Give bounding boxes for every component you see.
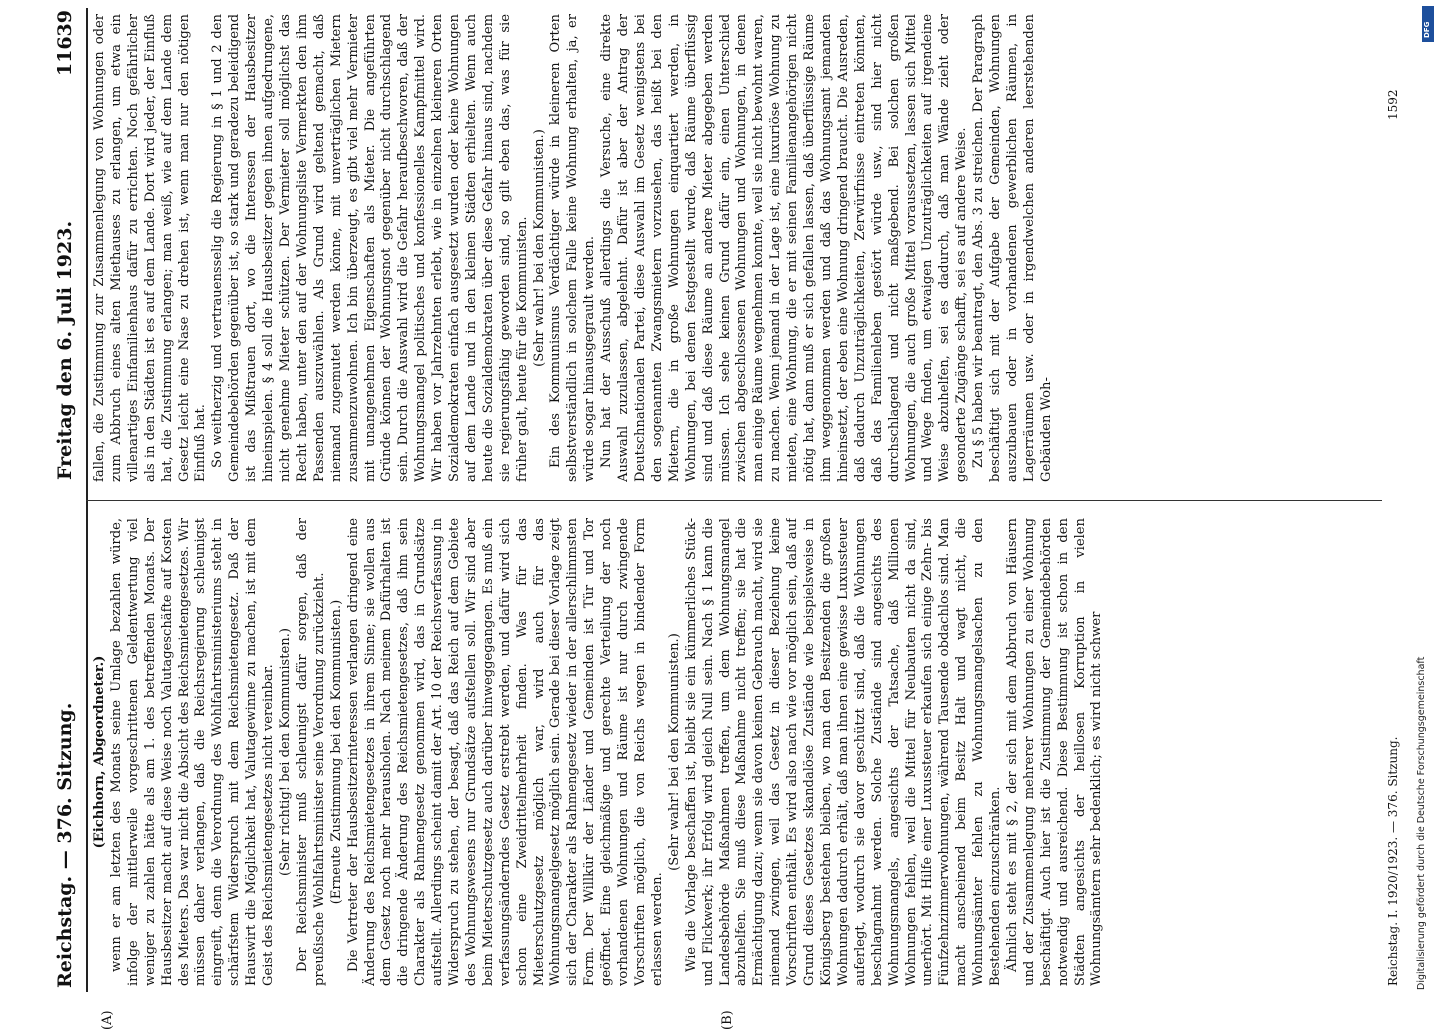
interjection: (Sehr richtig! bei den Kommunisten.): [277, 628, 293, 876]
right-text-column: [92, 14, 1380, 482]
right-running-header: [54, 10, 86, 480]
margin-mark-a: (A): [100, 1010, 115, 1030]
digitization-credit: [1388, 0, 1434, 1000]
interjection: (Erneute Zustimmung bei den Kommunisten.): [328, 599, 344, 905]
header-date: Freitag den 6. Juli 1923.: [54, 220, 76, 480]
column-divider: [86, 500, 1382, 501]
paragraph: Wie die Vorlage beschaffen ist, bleibt sie ein kümmerliches Stück- und Flickwerk; ihr Erfolg wird gleich Null sein. Nach § 1 kann die Landesbehörde Maßnahmen treffen, um dem Wohnungsmangel abzuhelfen. Sie muß diese Maßnahme nicht treffen; sie hat die Ermächtigung dazu; wenn sie davon keinen Gebrauch macht, wird sie niemand zwingen, weil das Gesetz in dieser Beziehung keine Vorschriften enthält. Es wird also nach wie vor möglich sein, daß auf Grund dieses Gesetzes skandalöse Zustände wie beispielsweise in Königsberg bestehen bleiben, wo man den Besitzenden die großen Wohnungen dadurch erhält, daß man ihnen eine gewisse Luxussteuer auferlegt, wodurch sie davor geschützt sind, daß die Wohnungen beschlagnahmt werden. Solche Zustände sind angesichts des Wohnungsmangels, angesichts der Tatsache, daß Millionen Wohnungen fehlen, weil die Mittel für Neubauten nicht da sind, unerhört. Mit Hilfe einer Luxussteuer erkaufen sich einige Zehn- bis Fünfzehnzimmerwohnungen, während Tausende obdachlos sind. Man macht anscheinend beim Besitz Halt und wagt nicht, die Wohnungsämter fehlen zu Wohnungsmangelsachen zu den Bestehenden einzuschränken.: [683, 518, 1004, 986]
paragraph: fallen, die Zustimmung zur Zusammenlegung von Wohnungen oder zum Abbruch eines alten Miethauses zu erlangen, um etwa ein villenartiges Einfamilienhaus dafür zu errichten. Noch gefährlicher als in den Städten ist es auf dem Lande. Dort wird jeder, der Einfluß hat, die Zustimmung erlangen; man weiß, wie auf dem Lande dem Gesetz leicht eine Nase zu drehen ist, wenn man nur den nötigen Einfluß hat.: [92, 14, 209, 482]
paragraph: wenn er am letzten des Monats seine Umlage bezahlen würde, infolge der mittlerweile vorgeschrittenen Geldentwertung viel weniger zu zahlen hätte als am 1. des betreffenden Monats. Der Hausbesitzer macht auf diese Weise noch Valutageschäfte auf Kosten des Mieters. Das war nicht die Absicht des Reichsmietengesetzes. Wir müssen daher verlangen, daß die Reichsregierung schleunigst eingreift, denn die Verordnung des Wohlfahrtsministeriums steht in schärfstem Widerspruch mit dem Reichsmietengesetz. Daß der Hauswirt die Möglichkeit hat, Valutagewinne zu machen, ist mit dem Geist des Reichsmietengesetzes nicht vereinbar.: [108, 518, 277, 986]
footer-sheet-number: 1592: [1386, 89, 1400, 120]
paragraph: Nun hat der Ausschuß allerdings die Versuche, eine direkte Auswahl zuzulassen, abgelehnt. Dafür ist aber der Antrag der Deutschnationalen Partei, diese Auswahl im Gesetz wenigstens bei den sogenannten Zwangsmietern vorzusehen, das heißt bei den Mietern, die in große Wohnungen einquartiert werden, in Wohnungen, bei denen festgestellt wurde, daß Räume überflüssig sind und daß diese Räume an andere Mieter abgegeben werden müssen. Ich sehe keinen Grund dafür ein, einen Unterschied zwischen abgeschlossenen Wohnungen und Wohnungen, in denen man einige Räume wegnehmen konnte, weil sie nicht bewohnt waren, zu machen. Wenn jemand in der Lage ist, eine luxuriöse Wohnung zu mieten, eine Wohnung, die er mit seinen Familienangehörigen nicht nötig hat, dann muß er sich gefallen lassen, daß überflüssige Räume ihm weggenommen werden und daß das Wohnungsamt jemanden hineinsetzt, der eben eine Wohnung dringend braucht. Die Ausreden, daß dadurch Unzuträglichkeiten, Zerwürfnisse eintreten könnten, daß das Familienleben gestört würde usw., sind hier nicht durchschlagend und nicht maßgebend. Bei solchen großen Wohnungen, die auch große Mittel voraussetzen, lassen sich Mittel und Wege finden, um etwaigen Unzuträglichkeiten auf irgendeine Weise abzuhelfen, sei es dadurch, daß man Wände zieht oder gesonderte Zugänge schafft, sei es auf andere Weise.: [599, 14, 970, 482]
footer-signature: Reichstag. I. 1920/1923. — 376. Sitzung.: [1386, 736, 1400, 986]
interjection: (Sehr wahr! bei den Kommunisten.): [531, 129, 547, 367]
digitization-credit-text: Digitalisierung gefördert durch die Deutsche Forschungsgemeinschaft: [1416, 656, 1427, 990]
paragraph: Ein des Kommunismus Verdächtiger würde in kleineren Orten selbstverständlich in solchem Falle keine Wohnung erhalten, ja, er würde sogar hinausgegrault werden.: [548, 14, 598, 482]
left-running-header: [54, 518, 86, 988]
left-text-column: [92, 518, 1380, 986]
header-title: Reichstag. — 376. Sitzung.: [54, 702, 76, 988]
margin-mark-b: (B): [720, 1010, 735, 1030]
rotated-page-content: [40, 0, 1400, 1030]
paragraph: Der Reichsminister muß schleunigst dafür sorgen, daß der preußische Wohlfahrtsminister seine Verordnung zurückzieht.: [294, 518, 327, 986]
header-page-number: 11639: [54, 10, 76, 77]
paragraph: Die Vertreter der Hausbesitzerinteressen verlangen dringend eine Änderung des Reichsmietengesetzes in ihrem Sinne; sie wollen aus dem Gesetz noch mehr herausholen. Nach meinem Dafürhalten ist die dringende Änderung des Reichsmietengesetzes, daß ihm sein Charakter als Rahmengesetz genommen wird, das in Grundsätze aufstellt. Allerdings scheint damit der Art. 10 der Reichsverfassung in Widerspruch zu stehen, der besagt, daß das Reich auf dem Gebiete des Wohnungswesens nur Grundsätze aufstellen soll. Wir sind aber beim Mieterschutzgesetz auch darüber hinweggegangen. Es muß ein verfassungsänderndes Gesetz erstrebt werden, und dafür wird sich schon eine Zweidrittelmehrheit finden. Was für das Mieterschutzgesetz möglich war, wird auch für das Wohnungsmangelgesetz möglich sein. Gerade bei dieser Vorlage zeigt sich der Charakter als Rahmengesetz wieder in der allerschlimmsten Form. Der Willkür der Länder und Gemeinden ist Tür und Tor geöffnet. Eine gleichmäßige und gerechte Verteilung der noch vorhandenen Wohnungen und Räume ist nur durch zwingende Vorschriften möglich, die von Reichs wegen in bindender Form erlassen werden.: [345, 518, 665, 986]
paragraph: So weitherzig und vertrauensselig die Regierung in § 1 und 2 den Gemeindebehörden gegenüber ist, so stark und geradezu beleidigend ist das Mißtrauen dort, wo die Interessen der Hausbesitzer hineinspielen. § 4 soll die Hausbesitzer gegen ihnen aufgedrungene, nicht genehme Mieter schützen. Der Vermieter soll möglichst das Recht haben, unter den auf der Wohnungsliste Vermerkten den ihm Passenden auszuwählen. Als Grund wird geltend gemacht, daß niemand zugemutet werden könne, mit unverträglichen Mietern zusammenzuwohnen. Ich bin überzeugt, es gibt viel mehr Vermieter mit unangenehmen Eigenschaften als Mieter. Die angeführten Gründe können der Wohnungsnot gegenüber nicht durchschlagend sein. Durch die Auswahl wird die Gefahr heraufbeschworen, daß der Wohnungsmangel politisches und konfessionelles Kampfmittel wird. Wir haben vor Jahrzehnten erlebt, wie in einzelnen kleineren Orten Sozialdemokraten einfach ausgesetzt wurden oder keine Wohnungen auf dem Lande und in den kleinen Städten erhielten. Wenn auch heute die Sozialdemokraten über diese Gefahr hinaus sind, nachdem sie regierungsfähig geworden sind, so gilt eben das, was für sie früher galt, heute für die Kommunisten.: [210, 14, 530, 482]
paragraph: Zu § 5 haben wir beantragt, den Abs. 3 zu streichen. Der Paragraph beschäftigt sich mit der Aufgabe der Gemeinden, Wohnungen auszubauen oder in vorhandenen gewerblichen Räumen, in Lagerräumen usw. oder in irgendwelchen anderen leerstehenden Gebäuden Woh-: [971, 14, 1054, 482]
dfg-logo-text: DFG: [1423, 21, 1431, 38]
speaker-name: (Eichhorn, Abgeordneter.): [92, 655, 107, 849]
paragraph: Ähnlich steht es mit § 2, der sich mit dem Abbruch von Häusern und der Zusammenlegung mehrerer Wohnungen zu einer Wohnung beschäftigt. Auch hier ist die Zustimmung der Gemeindebehörden notwendig und ausreichend. Diese Bestimmung ist schon in den Städten angesichts der heillosen Korruption in vielen Wohnungsämtern sehr bedenklich; es wird nicht schwer: [1004, 518, 1105, 986]
dfg-logo: [1422, 6, 1434, 42]
interjection: (Sehr wahr! bei den Kommunisten.): [666, 633, 682, 871]
